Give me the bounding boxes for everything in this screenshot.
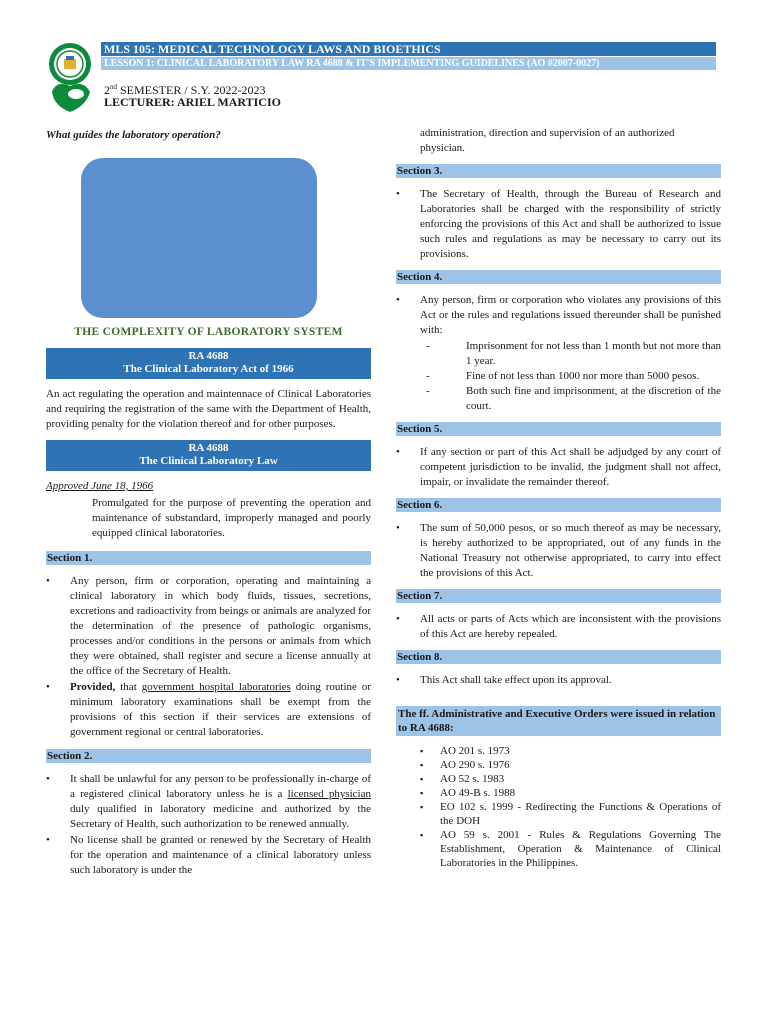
ra4688-law-box xyxy=(46,440,371,471)
semester-suffix: nd xyxy=(110,83,117,91)
section-2-heading: Section 2. xyxy=(46,749,371,763)
list-item xyxy=(46,574,371,679)
square-bullet-icon: ▪ xyxy=(420,760,424,770)
order-text: EO 102 s. 1999 - Redirecting the Functions & Operations of the DOH xyxy=(440,801,721,827)
orders-list xyxy=(396,744,721,870)
section-4-text: Any person, firm or corporation who violates any provisions of this Act or the rules and regulations issued thereunder shall be punished with: xyxy=(420,294,721,336)
bullet-icon: • xyxy=(46,575,50,587)
square-bullet-icon: ▪ xyxy=(420,746,424,756)
penalty-text: Fine of not less than 1000 nor more than 5000 pesos. xyxy=(466,370,700,382)
university-logo xyxy=(46,42,94,114)
list-item xyxy=(396,445,721,490)
bullet-icon: • xyxy=(46,773,50,785)
list-item xyxy=(396,293,721,338)
bullet-icon: • xyxy=(396,522,400,534)
ra-number: RA 4688 xyxy=(188,350,229,362)
complexity-title: THE COMPLEXITY OF LABORATORY SYSTEM xyxy=(74,326,343,338)
provided-text: doing routine or minimum laboratory examinations shall be exempt from the provisions of this section if their services are extensions of government regional or central laboratories. xyxy=(70,681,371,738)
ra4688-act-box xyxy=(46,348,371,379)
order-item xyxy=(420,800,721,828)
section-3-heading: Section 3. xyxy=(396,164,721,178)
section-5-heading: Section 5. xyxy=(396,422,721,436)
section-2-text-start: It shall be unlawful for any person to be professionally in-charge of a registered clinical laboratory unless he is a xyxy=(70,773,371,800)
lesson-title: LESSON 1: CLINICAL LABORATORY LAW RA 4688 & IT'S IMPLEMENTING GUIDELINES (AO #2007-0027) xyxy=(104,58,600,69)
dash-icon: - xyxy=(426,340,430,352)
penalty-item xyxy=(426,384,721,414)
left-column xyxy=(46,126,371,879)
section-8-heading: Section 8. xyxy=(396,650,721,664)
dash-icon: - xyxy=(426,370,430,382)
order-text: AO 201 s. 1973 xyxy=(440,745,510,757)
section-1-text: Any person, firm or corporation, operating and maintaining a clinical laboratory in which body fluids, tissues, secretions, excretions and radioactivity from beings or animals are analyzed for the determination of the presence of pathologic organisms, processes and/or conditions in the persons or animals from which they were obtained, shall register and secure a license annually at the office of the Secretary of Health. xyxy=(70,575,371,677)
order-item xyxy=(420,744,721,758)
list-item xyxy=(46,772,371,832)
section-6-list xyxy=(396,521,721,581)
square-bullet-icon: ▪ xyxy=(420,788,424,798)
section-7-list xyxy=(396,612,721,642)
bullet-icon: • xyxy=(46,681,50,693)
penalty-item xyxy=(426,339,721,369)
square-bullet-icon: ▪ xyxy=(420,774,424,784)
laboratory-system-diagram xyxy=(81,158,317,318)
penalty-item xyxy=(426,369,721,384)
approved-date: Approved June 18, 1966 xyxy=(46,480,154,492)
section-4-list xyxy=(396,293,721,338)
right-column xyxy=(396,126,721,870)
penalty-text: Imprisonment for not less than 1 month but not more than 1 year. xyxy=(466,340,721,367)
dash-icon: - xyxy=(426,385,430,397)
order-text: AO 59 s. 2001 - Rules & Regulations Governing The Establishment, Operation & Maintenance of Clinical Laboratories in the Philippines. xyxy=(440,829,721,869)
section-5-list xyxy=(396,445,721,490)
licensed-physician: licensed physician xyxy=(287,788,371,800)
order-text: AO 290 s. 1976 xyxy=(440,759,510,771)
section-8-text: This Act shall take effect upon its approval. xyxy=(420,674,612,686)
section-2-text-rest: duly qualified in laboratory medicine and authorized by the Secretary of Health, such authorization to be renewed annually. xyxy=(70,803,371,830)
section-3-text: The Secretary of Health, through the Bureau of Research and Laboratories shall be charged with the responsibility of strictly enforcing the provisions of this Act and shall be authorized to issue such rules and regulations as may be necessary to carry out its provisions. xyxy=(420,188,721,260)
semester-text: SEMESTER / S.Y. 2022-2023 xyxy=(117,83,266,97)
lecturer-name: LECTURER: ARIEL MARTICIO xyxy=(104,95,281,109)
list-item xyxy=(396,673,721,688)
order-text: AO 49-B s. 1988 xyxy=(440,787,516,799)
ra-title: The Clinical Laboratory Act of 1966 xyxy=(123,363,294,375)
section-7-heading: Section 7. xyxy=(396,589,721,603)
bullet-icon: • xyxy=(396,446,400,458)
ra-number: RA 4688 xyxy=(188,442,229,454)
section-1-list xyxy=(46,574,371,740)
section-4-heading: Section 4. xyxy=(396,270,721,284)
order-item xyxy=(420,772,721,786)
square-bullet-icon: ▪ xyxy=(420,802,424,812)
penalty-list xyxy=(396,339,721,414)
list-item xyxy=(46,833,371,878)
question-heading: What guides the laboratory operation? xyxy=(46,129,221,141)
bullet-icon: • xyxy=(396,674,400,686)
order-item xyxy=(420,828,721,870)
section-1-heading: Section 1. xyxy=(46,551,371,565)
section-2-list xyxy=(46,772,371,878)
square-bullet-icon: ▪ xyxy=(420,830,424,840)
act-description: An act regulating the operation and maintennace of Clinical Laboratories and requiring the registration of the same with the Department of Health, providing penalty for the violation thereof and for other purposes. xyxy=(46,388,371,430)
list-item xyxy=(396,521,721,581)
section-3-list xyxy=(396,187,721,262)
section-6-heading: Section 6. xyxy=(396,498,721,512)
provided-connector: that xyxy=(115,681,142,693)
provided-label: Provided, xyxy=(70,681,116,693)
ra-title: The Clinical Laboratory Law xyxy=(139,455,278,467)
order-item xyxy=(420,786,721,800)
continuation-text: administration, direction and supervision of an authorized physician. xyxy=(420,127,675,154)
section-6-text: The sum of 50,000 pesos, or so much thereof as may be necessary, is hereby authorized to be appropriated, out of any funds in the National Treasury not otherwise appropriated, to carry into effect the provisions of this Act. xyxy=(420,522,721,579)
section-8-list xyxy=(396,673,721,688)
section-2-text: No license shall be granted or renewed by the Secretary of Health for the operation and maintenance of a clinical laboratory unless such laboratory is under the xyxy=(70,834,371,876)
order-text: AO 52 s. 1983 xyxy=(440,773,505,785)
promulgated-text: Promulgated for the purpose of preventing the operation and maintenance of substandard, improperly managed and poorly equipped clinical laboratories. xyxy=(92,497,371,539)
section-5-text: If any section or part of this Act shall be adjudged by any court of competent jurisdiction to be invalid, the judgment shall not affect, impair, or invalidate the remainder thereof. xyxy=(420,446,721,488)
order-item xyxy=(420,758,721,772)
section-7-text: All acts or parts of Acts which are inconsistent with the provisions of this Act are hereby repealed. xyxy=(420,613,721,640)
bullet-icon: • xyxy=(46,834,50,846)
bullet-icon: • xyxy=(396,613,400,625)
course-title: MLS 105: MEDICAL TECHNOLOGY LAWS AND BIOETHICS xyxy=(104,42,441,56)
list-item xyxy=(46,680,371,740)
bullet-icon: • xyxy=(396,294,400,306)
semester-number: 2 xyxy=(104,83,110,97)
list-item xyxy=(396,187,721,262)
government-hospital-labs: government hospital laboratories xyxy=(141,681,291,693)
penalty-text: Both such fine and imprisonment, at the discretion of the court. xyxy=(466,385,721,412)
orders-heading: The ff. Administrative and Executive Orders were issued in relation to RA 4688: xyxy=(396,706,721,736)
bullet-icon: • xyxy=(396,188,400,200)
list-item xyxy=(396,612,721,642)
